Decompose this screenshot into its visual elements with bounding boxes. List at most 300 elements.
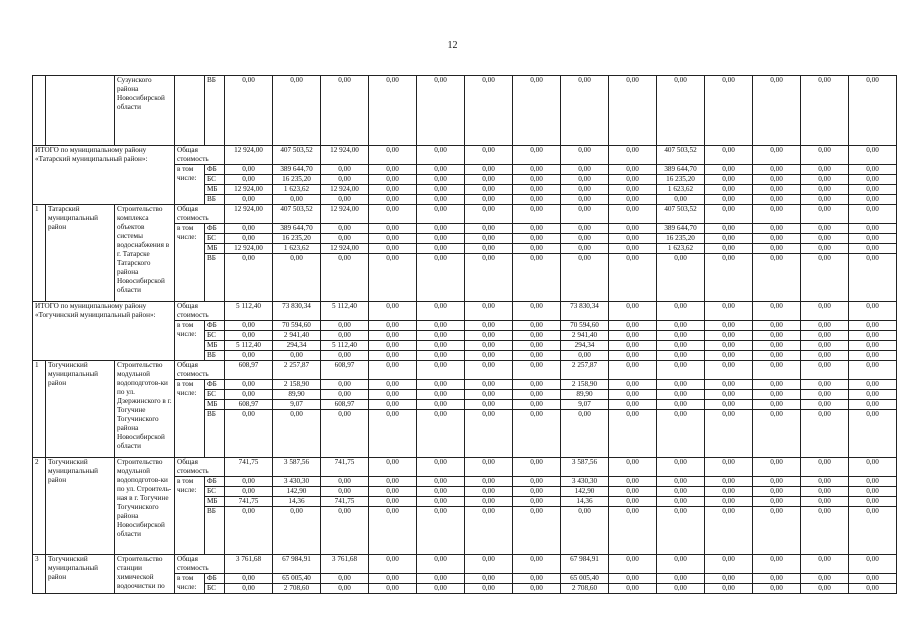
value-cell: 0,00 [417,321,465,331]
value-cell: 0,00 [801,351,849,361]
value-cell: 0,00 [801,584,849,594]
value-cell: 0,00 [465,165,513,175]
value-cell: 0,00 [225,195,273,205]
value-cell: 0,00 [417,555,465,574]
value-cell: 0,00 [705,507,753,555]
value-cell: 0,00 [513,76,561,146]
value-cell: 5 112,40 [225,302,273,321]
value-cell: 0,00 [561,165,609,175]
total-cost-label: Общая стоимость [175,205,225,224]
value-cell: 0,00 [225,390,273,400]
source-code: БС [205,584,225,594]
value-cell: 0,00 [705,244,753,254]
value-cell: 0,00 [369,341,417,351]
value-cell: 0,00 [369,361,417,380]
value-cell: 0,00 [369,302,417,321]
value-cell: 12 924,00 [225,244,273,254]
object-name: Сузунского района Новосибирской области [115,76,175,146]
value-cell: 0,00 [561,254,609,302]
value-cell: 0,00 [609,321,657,331]
value-cell: 0,00 [369,254,417,302]
value-cell: 608,97 [321,400,369,410]
value-cell: 608,97 [225,400,273,410]
value-cell: 0,00 [705,361,753,380]
value-cell: 0,00 [465,195,513,205]
value-cell: 0,00 [849,244,897,254]
value-cell: 0,00 [417,234,465,244]
value-cell: 0,00 [657,76,705,146]
value-cell: 0,00 [705,390,753,400]
value-cell: 0,00 [801,76,849,146]
value-cell: 0,00 [513,555,561,574]
value-cell: 0,00 [801,458,849,477]
value-cell: 0,00 [753,351,801,361]
value-cell: 0,00 [465,146,513,165]
value-cell: 12 924,00 [321,205,369,224]
value-cell: 0,00 [513,574,561,584]
value-cell: 0,00 [465,351,513,361]
value-cell: 0,00 [657,341,705,351]
value-cell: 0,00 [321,224,369,234]
value-cell: 0,00 [609,165,657,175]
value-cell: 0,00 [705,76,753,146]
value-cell: 0,00 [513,584,561,594]
value-cell: 0,00 [753,380,801,390]
value-cell: 0,00 [657,331,705,341]
value-cell: 0,00 [465,244,513,254]
source-code: МБ [205,185,225,195]
item-row [33,205,897,224]
value-cell: 0,00 [369,400,417,410]
source-code: ВБ [205,410,225,458]
value-cell: 0,00 [801,224,849,234]
value-cell: 0,00 [609,234,657,244]
value-cell: 0,00 [321,165,369,175]
value-cell: 0,00 [609,487,657,497]
source-code: БС [205,175,225,185]
value-cell: 0,00 [417,380,465,390]
value-cell: 0,00 [801,146,849,165]
value-cell: 0,00 [513,380,561,390]
summary-row [33,302,897,321]
value-cell: 294,34 [273,341,321,351]
source-code: ВБ [205,507,225,555]
value-cell: 741,75 [321,497,369,507]
value-cell: 67 984,91 [561,555,609,574]
value-cell: 0,00 [753,205,801,224]
value-cell: 12 924,00 [225,146,273,165]
value-cell: 0,00 [417,341,465,351]
value-cell: 0,00 [705,331,753,341]
value-cell: 0,00 [801,302,849,321]
district-name: Татарский муниципальный район [46,205,115,302]
value-cell: 0,00 [561,185,609,195]
value-cell: 0,00 [609,175,657,185]
value-cell: 0,00 [465,487,513,497]
total-cost-label: Общая стоимость [175,555,225,574]
value-cell: 0,00 [417,458,465,477]
source-code: МБ [205,341,225,351]
value-cell: 3 761,68 [321,555,369,574]
value-cell: 0,00 [705,458,753,477]
value-cell: 0,00 [849,331,897,341]
value-cell: 0,00 [417,195,465,205]
value-cell: 0,00 [849,254,897,302]
value-cell: 0,00 [513,205,561,224]
value-cell: 0,00 [513,410,561,458]
value-cell: 0,00 [369,165,417,175]
value-cell: 5 112,40 [321,302,369,321]
value-cell: 2 257,87 [561,361,609,380]
value-cell: 0,00 [753,341,801,351]
value-cell: 0,00 [513,244,561,254]
value-cell: 0,00 [465,380,513,390]
value-cell: 0,00 [225,410,273,458]
value-cell: 0,00 [369,185,417,195]
row-number: 3 [33,555,46,594]
district-name: Тогучинский муниципальный район [46,361,115,458]
district-name: Тогучинский муниципальный район [46,458,115,555]
value-cell: 0,00 [321,477,369,487]
total-cost-label: Общая стоимость [175,458,225,477]
value-cell: 0,00 [369,331,417,341]
value-cell: 0,00 [417,497,465,507]
value-cell: 0,00 [753,175,801,185]
value-cell: 0,00 [225,234,273,244]
value-cell: 0,00 [465,205,513,224]
value-cell: 0,00 [657,584,705,594]
value-cell: 0,00 [417,205,465,224]
value-cell: 0,00 [849,302,897,321]
value-cell: 0,00 [465,341,513,351]
value-cell: 0,00 [225,165,273,175]
value-cell: 0,00 [753,321,801,331]
value-cell: 142,90 [561,487,609,497]
value-cell: 0,00 [657,487,705,497]
value-cell: 0,00 [513,361,561,380]
value-cell: 0,00 [657,507,705,555]
value-cell: 0,00 [273,410,321,458]
value-cell: 0,00 [753,165,801,175]
value-cell: 389 644,70 [273,165,321,175]
value-cell: 0,00 [753,400,801,410]
value-cell: 67 984,91 [273,555,321,574]
value-cell: 0,00 [849,321,897,331]
source-code: ФБ [205,321,225,331]
value-cell: 0,00 [417,390,465,400]
value-cell: 2 708,60 [273,584,321,594]
value-cell: 0,00 [849,224,897,234]
value-cell: 0,00 [369,224,417,234]
value-cell: 0,00 [753,331,801,341]
value-cell: 0,00 [513,507,561,555]
value-cell: 0,00 [705,146,753,165]
district-name [46,76,115,146]
value-cell: 0,00 [321,351,369,361]
value-cell: 0,00 [849,341,897,351]
value-cell: 0,00 [465,390,513,400]
value-cell: 0,00 [609,584,657,594]
value-cell: 16 235,20 [657,234,705,244]
value-cell: 0,00 [609,254,657,302]
item-row [33,555,897,574]
source-code: ВБ [205,195,225,205]
value-cell: 0,00 [273,254,321,302]
value-cell: 0,00 [609,205,657,224]
value-cell: 0,00 [753,507,801,555]
value-cell: 0,00 [465,477,513,487]
value-cell: 0,00 [849,390,897,400]
value-cell: 0,00 [609,244,657,254]
value-cell: 12 924,00 [225,185,273,195]
value-cell: 1 623,62 [657,244,705,254]
value-cell: 0,00 [705,254,753,302]
value-cell: 0,00 [753,390,801,400]
value-cell: 389 644,70 [273,224,321,234]
value-cell: 608,97 [321,361,369,380]
value-cell: 0,00 [753,244,801,254]
value-cell: 0,00 [609,351,657,361]
value-cell: 0,00 [417,584,465,594]
value-cell: 5 112,40 [225,341,273,351]
funding-table [32,75,897,594]
source-code: ФБ [205,477,225,487]
value-cell: 0,00 [225,477,273,487]
value-cell: 0,00 [561,205,609,224]
value-cell: 0,00 [705,477,753,487]
value-cell: 0,00 [801,205,849,224]
value-cell: 0,00 [465,321,513,331]
value-cell: 0,00 [849,76,897,146]
total-cost-label: Общая стоимость [175,146,225,165]
value-cell: 0,00 [705,574,753,584]
value-cell: 0,00 [321,380,369,390]
value-cell: 12 924,00 [321,146,369,165]
value-cell: 0,00 [801,331,849,341]
value-cell: 0,00 [705,400,753,410]
value-cell: 0,00 [801,165,849,175]
value-cell: 0,00 [801,574,849,584]
source-code: МБ [205,400,225,410]
value-cell: 0,00 [273,507,321,555]
value-cell: 389 644,70 [657,165,705,175]
source-code: МБ [205,244,225,254]
value-cell: 73 830,34 [273,302,321,321]
including-label: в том числе: [175,574,205,594]
cost-label [175,76,205,146]
value-cell: 2 708,60 [561,584,609,594]
object-name: Строительство станции химической водоочистки по [115,555,175,594]
value-cell: 0,00 [753,361,801,380]
item-row [33,458,897,477]
value-cell: 407 503,52 [657,205,705,224]
value-cell: 0,00 [609,146,657,165]
value-cell: 0,00 [465,555,513,574]
value-cell: 0,00 [561,234,609,244]
value-cell: 0,00 [657,458,705,477]
value-cell: 0,00 [561,410,609,458]
value-cell: 0,00 [513,487,561,497]
value-cell: 0,00 [753,574,801,584]
value-cell: 0,00 [321,487,369,497]
value-cell: 0,00 [753,234,801,244]
value-cell: 0,00 [801,234,849,244]
value-cell: 0,00 [657,361,705,380]
value-cell: 9,07 [561,400,609,410]
value-cell: 0,00 [513,185,561,195]
value-cell: 0,00 [609,361,657,380]
value-cell: 0,00 [465,458,513,477]
value-cell: 0,00 [801,390,849,400]
value-cell: 0,00 [849,507,897,555]
value-cell: 0,00 [369,195,417,205]
value-cell: 0,00 [273,195,321,205]
value-cell: 0,00 [369,234,417,244]
value-cell: 0,00 [609,400,657,410]
value-cell: 0,00 [369,351,417,361]
value-cell: 0,00 [705,555,753,574]
value-cell: 0,00 [609,555,657,574]
value-cell: 741,75 [321,458,369,477]
value-cell: 0,00 [513,146,561,165]
row-number [33,76,46,146]
value-cell: 0,00 [609,341,657,351]
value-cell: 12 924,00 [225,205,273,224]
value-cell: 0,00 [609,410,657,458]
value-cell: 0,00 [513,165,561,175]
value-cell: 0,00 [321,331,369,341]
source-code: ФБ [205,380,225,390]
value-cell: 0,00 [417,175,465,185]
value-cell: 0,00 [849,380,897,390]
value-cell: 0,00 [753,555,801,574]
value-cell: 0,00 [417,507,465,555]
value-cell: 12 924,00 [321,185,369,195]
value-cell: 0,00 [465,361,513,380]
value-cell: 0,00 [225,76,273,146]
value-cell: 89,90 [273,390,321,400]
summary-title: ИТОГО по муниципальному району «Тогучинский муниципальный район»: [33,302,175,361]
value-cell: 0,00 [849,205,897,224]
value-cell: 0,00 [657,390,705,400]
value-cell: 0,00 [849,458,897,477]
value-cell: 0,00 [705,195,753,205]
value-cell: 407 503,52 [273,146,321,165]
value-cell: 70 594,60 [273,321,321,331]
value-cell: 0,00 [609,390,657,400]
source-code: ВБ [205,351,225,361]
value-cell: 0,00 [657,254,705,302]
value-cell: 0,00 [753,76,801,146]
value-cell: 0,00 [225,584,273,594]
value-cell: 3 587,56 [273,458,321,477]
value-cell: 0,00 [417,302,465,321]
row-number: 1 [33,361,46,458]
value-cell: 0,00 [705,351,753,361]
value-cell: 0,00 [849,351,897,361]
value-cell: 0,00 [513,224,561,234]
value-cell: 0,00 [705,302,753,321]
value-cell: 0,00 [753,302,801,321]
district-name: Тогучинский муниципальный район [46,555,115,594]
value-cell: 0,00 [465,224,513,234]
item-row [33,361,897,380]
value-cell: 0,00 [561,507,609,555]
source-code: ФБ [205,224,225,234]
source-code: ВБ [205,254,225,302]
value-cell: 0,00 [417,165,465,175]
value-cell: 0,00 [561,224,609,234]
value-cell: 0,00 [849,584,897,594]
value-cell: 0,00 [417,224,465,234]
value-cell: 0,00 [849,410,897,458]
value-cell: 0,00 [657,195,705,205]
value-cell: 14,36 [273,497,321,507]
value-cell: 0,00 [465,507,513,555]
value-cell: 0,00 [753,146,801,165]
value-cell: 0,00 [465,76,513,146]
value-cell: 0,00 [561,146,609,165]
value-cell: 0,00 [369,497,417,507]
source-code: БС [205,390,225,400]
value-cell: 0,00 [273,76,321,146]
value-cell: 0,00 [561,244,609,254]
value-cell: 0,00 [801,244,849,254]
value-cell: 741,75 [225,458,273,477]
value-cell: 0,00 [609,185,657,195]
value-cell: 0,00 [801,410,849,458]
value-cell: 0,00 [225,507,273,555]
value-cell: 0,00 [609,477,657,487]
value-cell: 0,00 [801,361,849,380]
value-cell: 0,00 [705,341,753,351]
value-cell: 16 235,20 [273,175,321,185]
value-cell: 16 235,20 [657,175,705,185]
value-cell: 0,00 [753,458,801,477]
value-cell: 0,00 [321,195,369,205]
value-cell: 0,00 [513,331,561,341]
value-cell: 3 761,68 [225,555,273,574]
value-cell: 0,00 [225,254,273,302]
source-code: ФБ [205,165,225,175]
value-cell: 2 158,90 [273,380,321,390]
value-cell: 0,00 [705,321,753,331]
value-cell: 1 623,62 [273,244,321,254]
value-cell: 0,00 [705,487,753,497]
value-cell: 70 594,60 [561,321,609,331]
value-cell: 608,97 [225,361,273,380]
value-cell: 0,00 [369,205,417,224]
value-cell: 0,00 [369,175,417,185]
value-cell: 0,00 [417,351,465,361]
value-cell: 0,00 [417,400,465,410]
value-cell: 2 941,40 [561,331,609,341]
value-cell: 0,00 [369,410,417,458]
table-row [33,76,897,146]
value-cell: 0,00 [705,205,753,224]
value-cell: 0,00 [849,487,897,497]
value-cell: 0,00 [513,341,561,351]
value-cell: 0,00 [609,331,657,341]
value-cell: 0,00 [849,400,897,410]
value-cell: 0,00 [513,497,561,507]
row-number: 2 [33,458,46,555]
value-cell: 0,00 [657,497,705,507]
value-cell: 0,00 [849,361,897,380]
value-cell: 0,00 [225,224,273,234]
value-cell: 0,00 [513,302,561,321]
value-cell: 0,00 [369,244,417,254]
